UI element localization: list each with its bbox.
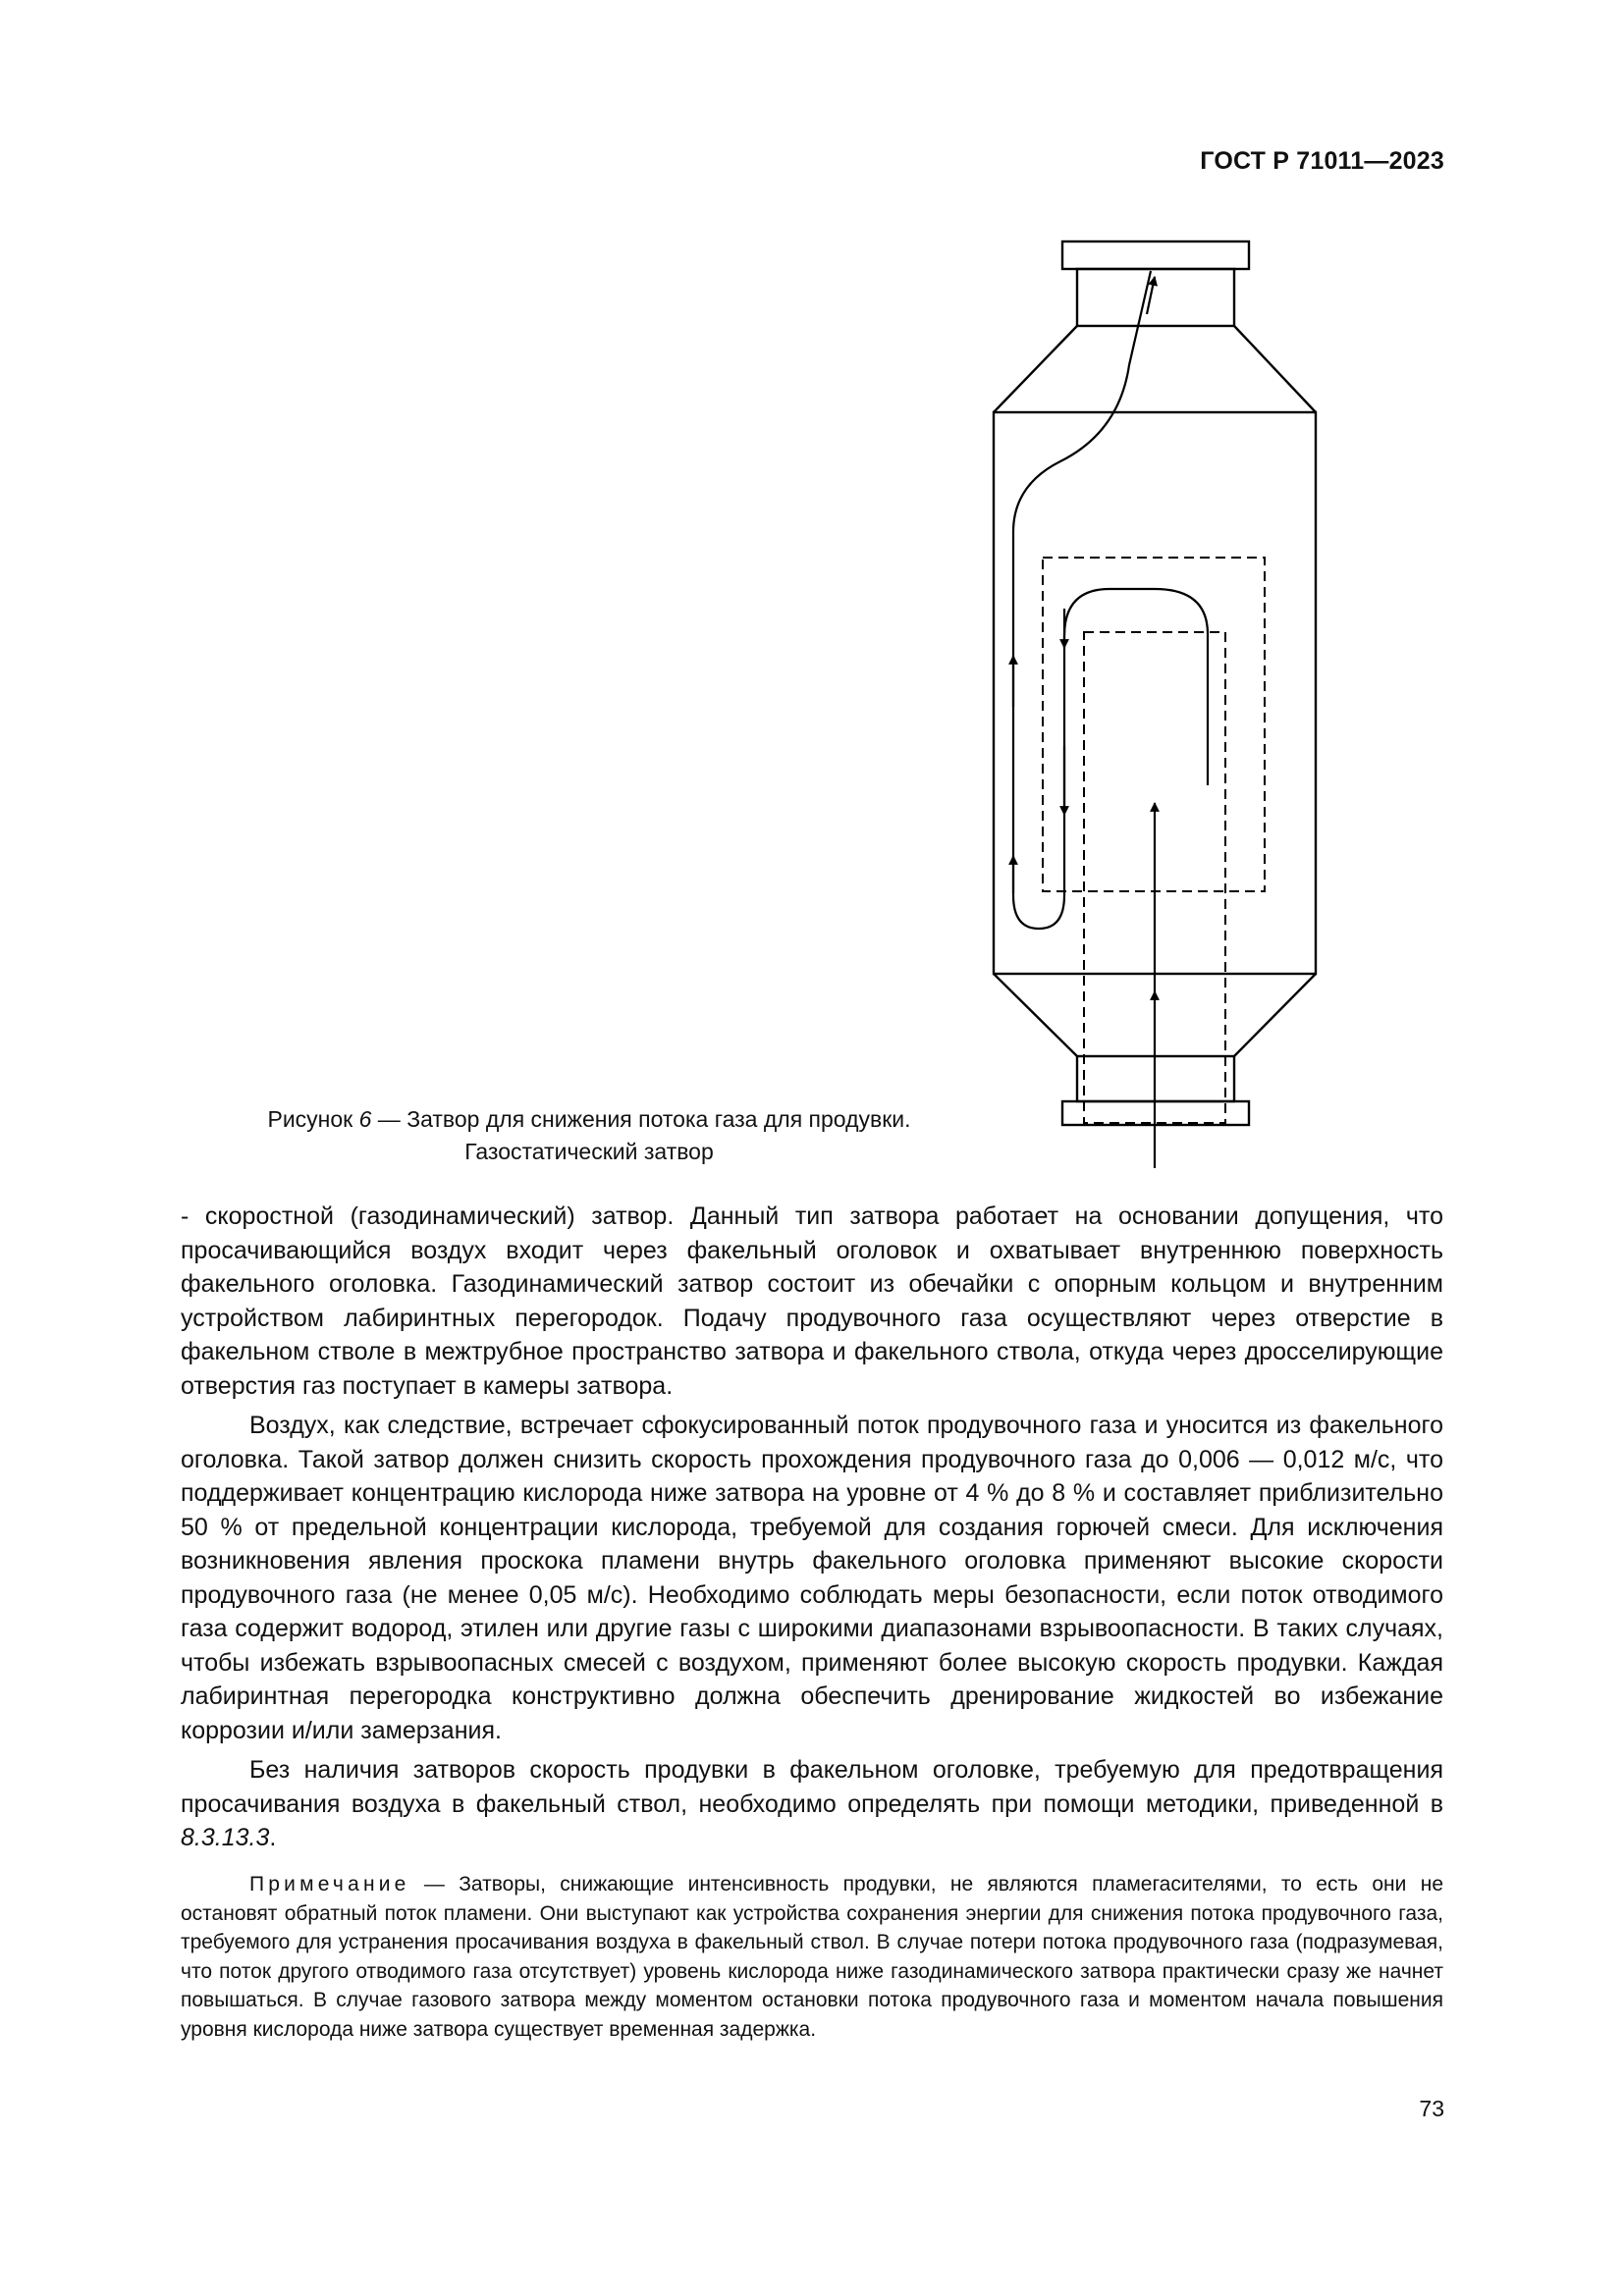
page-number: 73 — [1419, 2096, 1444, 2121]
figure-caption — [167, 1103, 1011, 1168]
top-flange — [1062, 241, 1249, 269]
body-text — [181, 1200, 1443, 1855]
note-paragraph — [181, 1870, 1443, 2044]
caption-number: 6 — [358, 1106, 372, 1132]
paragraph-3-end: . — [269, 1824, 277, 1851]
note-text: — Затворы, снижающие интенсивность продувки, не являются пламегасителями, то есть они не остановят обратный поток пламени. Они выступают как устройства сохранения энергии для снижения потока продувочного газа, требуемого для устранения просачивания воздуха в факельный ствол. В случае потери потока продувочного газа (подразумевая, что поток другого отводимого газа отсутствует) уровень кислорода ниже газодинамического затвора практически сразу же начнет повышаться. В случае газового затвора между моментом остановки потока продувочного газа и моментом начала повышения уровня кислорода ниже затвора существует временная задержка. — [181, 1873, 1443, 2041]
paragraph-3-text: Без наличия затворов скорость продувки в факельном оголовке, требуемую для предотвращения просачивания воздуха в факельный ствол, необходимо определять при помощи методики, приведенной в — [181, 1756, 1443, 1818]
caption-prefix: Рисунок — [267, 1106, 359, 1132]
caption-line-2: Газостатический затвор — [464, 1139, 714, 1164]
note-label: Примечание — [249, 1873, 410, 1896]
section-reference-link[interactable]: 8.3.13.3 — [181, 1824, 270, 1851]
caption-line-1 — [167, 1103, 1011, 1136]
note-block — [181, 1870, 1443, 2044]
paragraph-3 — [181, 1753, 1443, 1855]
loop-flow-top — [1064, 589, 1208, 807]
document-header: ГОСТ Р 71011—2023 — [1200, 147, 1444, 175]
upper-cone — [994, 326, 1316, 412]
caption-title: — Затвор для снижения потока газа для продувки. — [371, 1106, 911, 1132]
top-neck — [1077, 269, 1234, 326]
paragraph-1: - скоростной (газодинамический) затвор. Данный тип затвора работает на основании допущения, что просачивающийся воздух входит через факельный оголовок и охватывает внутреннюю поверхность факельного оголовка. Газодинамический затвор состоит из обечайки с опорным кольцом и внутренним устройством лабиринтных перегородок. Подачу продувочного газа осуществляют через отверстие в факельном стволе в межтрубное пространство затвора и факельного ствола, откуда через дросселирующие отверстия газ поступает в камеры затвора. — [181, 1202, 1443, 1400]
paragraph-2: Воздух, как следствие, встречает сфокусированный поток продувочного газа и уносится из факельного оголовка. Такой затвор должен снизить скорость прохождения продувочного газа до 0,006 — 0,012 м/с, что поддерживает концентрацию кислорода ниже затвора на уровне от 4 % до 8 % и составляет приблизительно 50 % от предельной концентрации кислорода, требуемой для создания горючей смеси. Для исключения возникновения явления проскока пламени внутрь факельного оголовка применяют высокие скорости продувочного газа (не менее 0,05 м/с). Необходимо соблюдать меры безопасности, если поток отводимого газа содержит водород, этилен или другие газы с широкими диапазонами взрывоопасности. В таких случаях, чтобы избежать взрывоопасных смесей с воздухом, применяют более высокую скорость продувки. Каждая лабиринтная перегородка конструктивно должна обеспечить дренирование жидкостей во избежание коррозии и/или замерзания. — [181, 1412, 1443, 1744]
